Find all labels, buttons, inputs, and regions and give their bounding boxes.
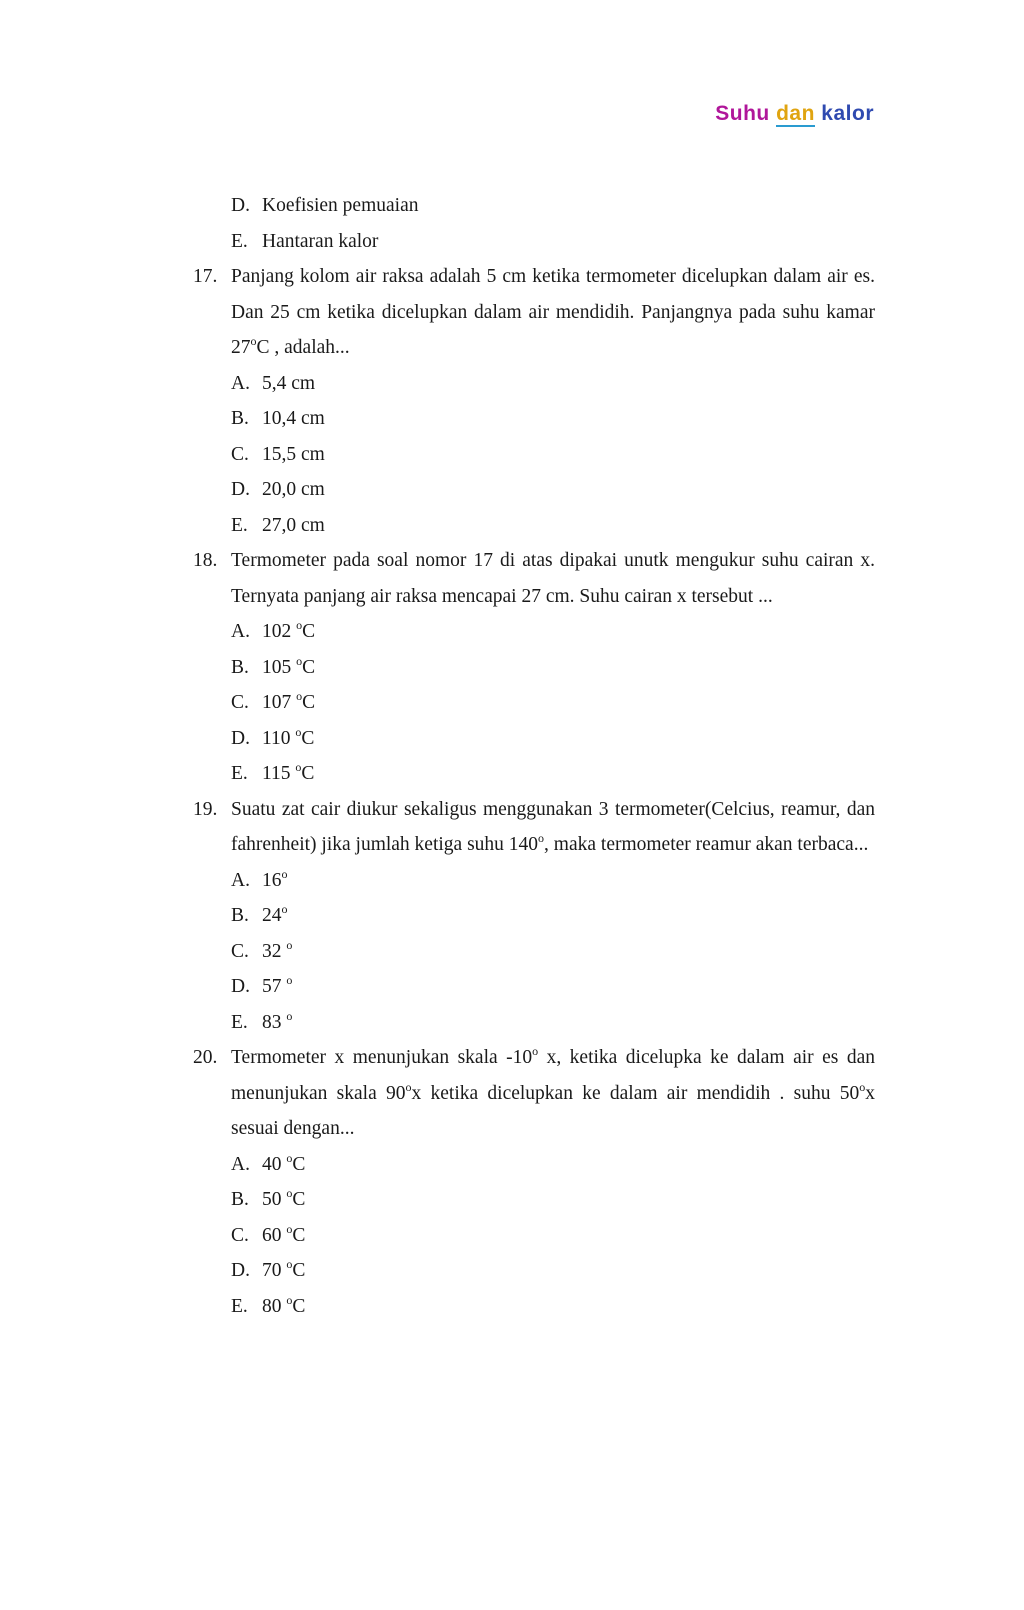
option-e: E. 83 $^o$ — [231, 1008, 293, 1033]
question-17 — [193, 259, 875, 366]
option-b: B. 105 $^o$C — [231, 653, 316, 678]
option-b: B. 50 $^o$C — [231, 1186, 306, 1210]
question-19 — [193, 792, 875, 863]
option-e: E. 27,0 cm — [231, 514, 325, 536]
question-20 — [193, 1040, 875, 1147]
option-a: A. 40 $^o$C — [231, 1150, 306, 1175]
question-number: 18. — [193, 550, 218, 571]
question-text: Termometer x menunjukan skala -10$^o$ x, ketika dicelupka ke dalam air es dan menunjukan skala 90$^o$x ketika dicelupkan ke dalam air mendidih . suhu 50$^o$x sesuai dengan... — [231, 1044, 875, 1139]
option-c: C. 15,5 cm — [231, 443, 325, 465]
logo-word-kalor: kalor — [821, 102, 874, 125]
option-d: D. 20,0 cm — [231, 479, 325, 500]
option-c: C. 60 $^o$C — [231, 1221, 306, 1246]
option-e-prev: E. Hantaran kalor — [231, 230, 379, 252]
option-c: C. 107 $^o$C — [231, 689, 316, 713]
question-number: 20. — [193, 1047, 218, 1068]
logo-word-suhu: Suhu — [715, 102, 770, 125]
option-a: A. 5,4 cm — [231, 372, 316, 394]
option-b: B. 10,4 cm — [231, 408, 325, 429]
question-number: 19. — [193, 798, 218, 820]
option-b: B. 24$^o$ — [231, 902, 288, 926]
question-text: Panjang kolom air raksa adalah 5 cm ketika termometer dicelupkan dalam air es. Dan 25 cm ketika dicelupkan dalam air mendidih. Panjangnya pada suhu kamar 27$^o$C , adalah... — [231, 266, 875, 358]
question-text: Suatu zat cair diukur sekaligus menggunakan 3 termometer(Celcius, reamur, dan fahrenheit) jika jumlah ketiga suhu 140$^o$, maka termometer reamur akan terbaca... — [231, 798, 875, 855]
question-text: Termometer pada soal nomor 17 di atas dipakai unutk mengukur suhu cairan x. Ternyata panjang air raksa mencapai 27 cm. Suhu cairan x tersebut ... — [231, 550, 875, 607]
option-d: D. 70 $^o$C — [231, 1257, 306, 1281]
option-e: E. 80 $^o$C — [231, 1292, 306, 1317]
option-a: A. 16$^o$ — [231, 866, 288, 891]
logo-word-dan: dan — [776, 102, 815, 125]
question-number: 17. — [193, 266, 218, 287]
option-d: D. 57 $^o$ — [231, 973, 293, 997]
option-e: E. 115 $^o$C — [231, 760, 315, 784]
option-d: D. 110 $^o$C — [231, 724, 315, 749]
header-logo — [715, 102, 874, 126]
question-list — [193, 188, 875, 1324]
option-d-prev: D. Koefisien pemuaian — [231, 195, 419, 216]
option-a: A. 102 $^o$C — [231, 618, 316, 642]
option-c: C. 32 $^o$ — [231, 937, 293, 962]
question-18 — [193, 543, 875, 614]
